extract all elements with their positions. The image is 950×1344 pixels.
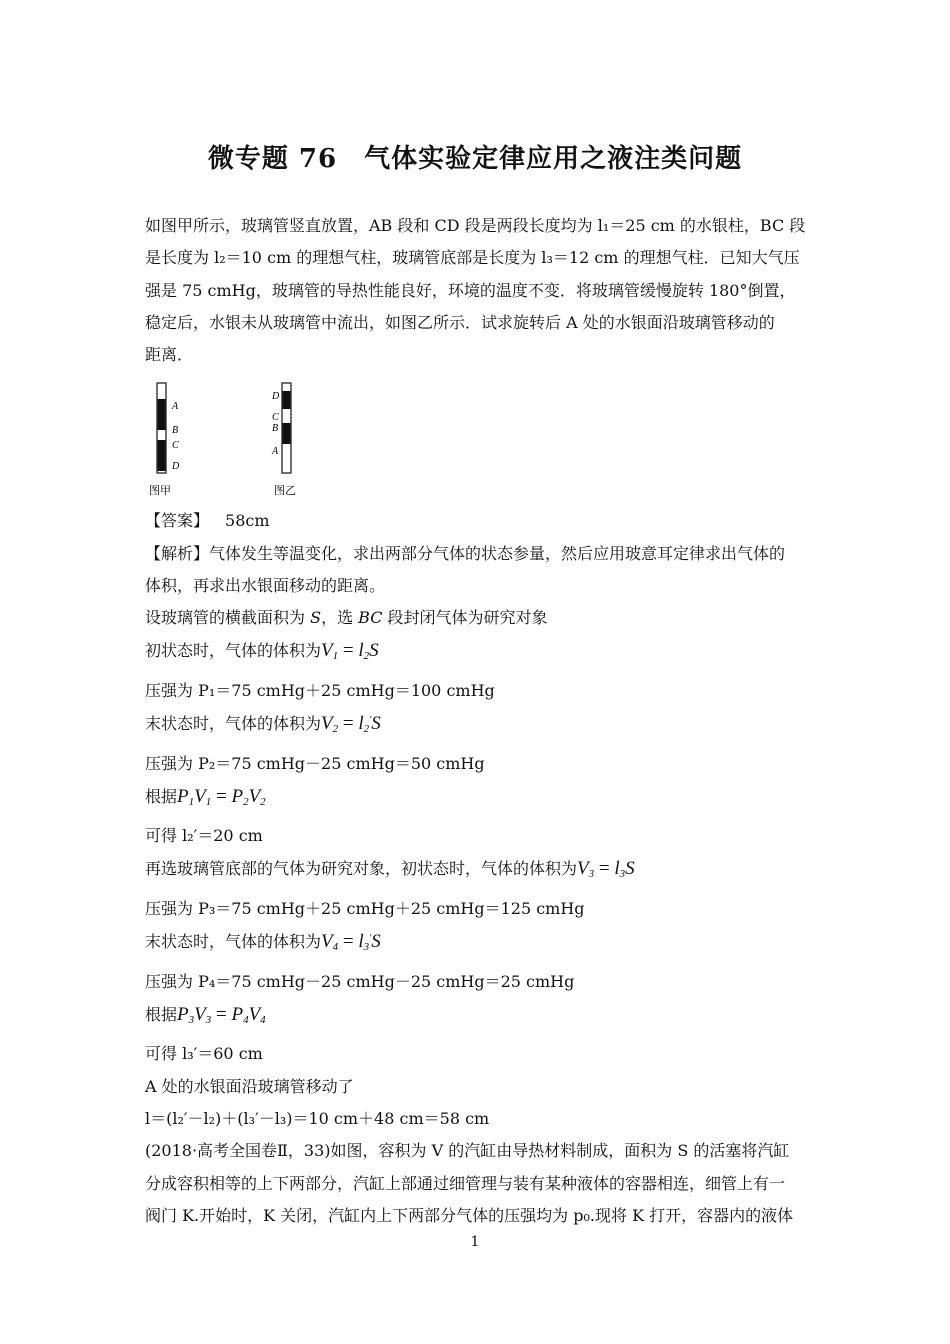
step-1 (145, 608, 810, 628)
step-8 (145, 859, 810, 879)
tube-jia-mercury-cd (158, 440, 166, 471)
problem-line-2: 是长度为 l₂＝10 cm 的理想气柱，玻璃管底部是长度为 l₃＝12 cm 的理想气柱．已知大气压 (145, 248, 800, 267)
next-problem-line-3: 阀门 K.开始时，K 关闭，汽缸内上下两部分气体的压强均为 p₀.现将 K 打开，容器内的液体 (145, 1206, 794, 1225)
tube-yi-mercury-ba (283, 423, 291, 444)
problem-line-5: 距离． (145, 345, 194, 364)
formula-boyle-1: $P_1V_1 = P_2V_2$ (177, 787, 266, 807)
formula-v2: $V_2 = l_2'S$ (321, 714, 381, 734)
step-12 (145, 1005, 810, 1025)
step-5: 压强为 P₂＝75 cmHg－25 cmHg＝50 cmHg (145, 754, 485, 773)
tube-yi-label-d: D (272, 391, 280, 402)
caption-yi: 图乙 (274, 484, 296, 497)
next-problem-line-1: (2018·高考全国卷Ⅱ，33)如图，容积为 V 的汽缸由导热材料制成，面积为 S 的活塞将汽缸 (145, 1141, 790, 1160)
tube-jia-label-c: C (172, 440, 179, 451)
analysis-label: 【解析】 (145, 544, 210, 563)
formula-v4: $V_4 = l_3'S$ (321, 932, 381, 952)
step-2-text: 初状态时，气体的体积为 (145, 641, 322, 660)
tube-yi-mercury-dc (283, 391, 291, 409)
caption-jia: 图甲 (149, 484, 171, 497)
step-1-text-a: 设玻璃管的横截面积为 (145, 608, 311, 627)
step-15: l＝(l₂′－l₂)＋(l₃′－l₃)＝10 cm＋48 cm＝58 cm (145, 1109, 490, 1128)
tube-yi-label-c: C (272, 412, 279, 423)
tube-figure (145, 378, 345, 503)
tube-jia-label-b: B (172, 425, 179, 436)
step-1-var-s: S (310, 608, 322, 627)
tube-jia-mercury-ab (158, 399, 166, 430)
tube-jia-label-d: D (172, 461, 180, 472)
tube-yi-label-b: B (272, 423, 279, 434)
formula-boyle-2: $P_3V_3 = P_4V_4$ (177, 1005, 266, 1025)
step-10-text: 末状态时，气体的体积为 (145, 932, 322, 951)
tube-yi (271, 383, 296, 497)
problem-line-1: 如图甲所示，玻璃管竖直放置，AB 段和 CD 段是两段长度均为 l₁＝25 cm 的水银柱，BC 段 (145, 216, 806, 235)
step-12-text: 根据 (145, 1005, 178, 1024)
step-4 (145, 714, 810, 734)
formula-v1: $V_1 = l_2S$ (321, 641, 379, 661)
analysis-line-1 (145, 544, 810, 564)
step-13: 可得 l₃′＝60 cm (145, 1044, 263, 1063)
step-4-text: 末状态时，气体的体积为 (145, 714, 322, 733)
analysis-text-1: 气体发生等温变化，求出两部分气体的状态参量，然后应用玻意耳定律求出气体的 (209, 544, 786, 563)
problem-line-3: 强是 75 cmHg，玻璃管的导热性能良好，环境的温度不变．将玻璃管缓慢旋转 180°倒置， (145, 281, 796, 300)
step-8-text: 再选玻璃管底部的气体为研究对象，初状态时，气体的体积为 (145, 859, 578, 878)
step-14: A 处的水银面沿玻璃管移动了 (145, 1077, 354, 1096)
answer-value: 58cm (225, 511, 270, 530)
step-6 (145, 787, 810, 807)
formula-v3: $V_3 = l_3S$ (577, 859, 635, 879)
step-1-text-c: 段封闭气体为研究对象 (382, 608, 548, 627)
step-1-var-bc: BC (358, 608, 383, 627)
step-6-text: 根据 (145, 787, 178, 806)
problem-line-4: 稳定后，水银未从玻璃管中流出，如图乙所示．试求旋转后 A 处的水银面沿玻璃管移动的 (145, 313, 775, 332)
analysis-line-2: 体积，再求出水银面移动的距离。 (145, 576, 386, 595)
tube-jia (149, 383, 180, 497)
next-problem-line-2: 分成容积相等的上下两部分，汽缸上部通过细管理与装有某种液体的容器相连，细管上有一 (145, 1174, 786, 1193)
tube-yi-label-a: A (272, 446, 279, 457)
tube-jia-label-a: A (172, 401, 179, 412)
answer-label: 【答案】 (145, 511, 210, 530)
step-11: 压强为 P₄＝75 cmHg－25 cmHg－25 cmHg＝25 cmHg (145, 972, 575, 991)
step-3: 压强为 P₁＝75 cmHg＋25 cmHg＝100 cmHg (145, 681, 495, 700)
step-7: 可得 l₂′＝20 cm (145, 826, 263, 845)
step-1-text-b: ，选 (321, 608, 359, 627)
step-2 (145, 641, 810, 661)
page-number: 1 (470, 1234, 480, 1250)
page-title: 微专题 76 气体实验定律应用之液注类问题 (207, 144, 743, 174)
answer-line (145, 511, 810, 531)
step-10 (145, 932, 810, 952)
step-9: 压强为 P₃＝75 cmHg＋25 cmHg＋25 cmHg＝125 cmHg (145, 899, 585, 918)
